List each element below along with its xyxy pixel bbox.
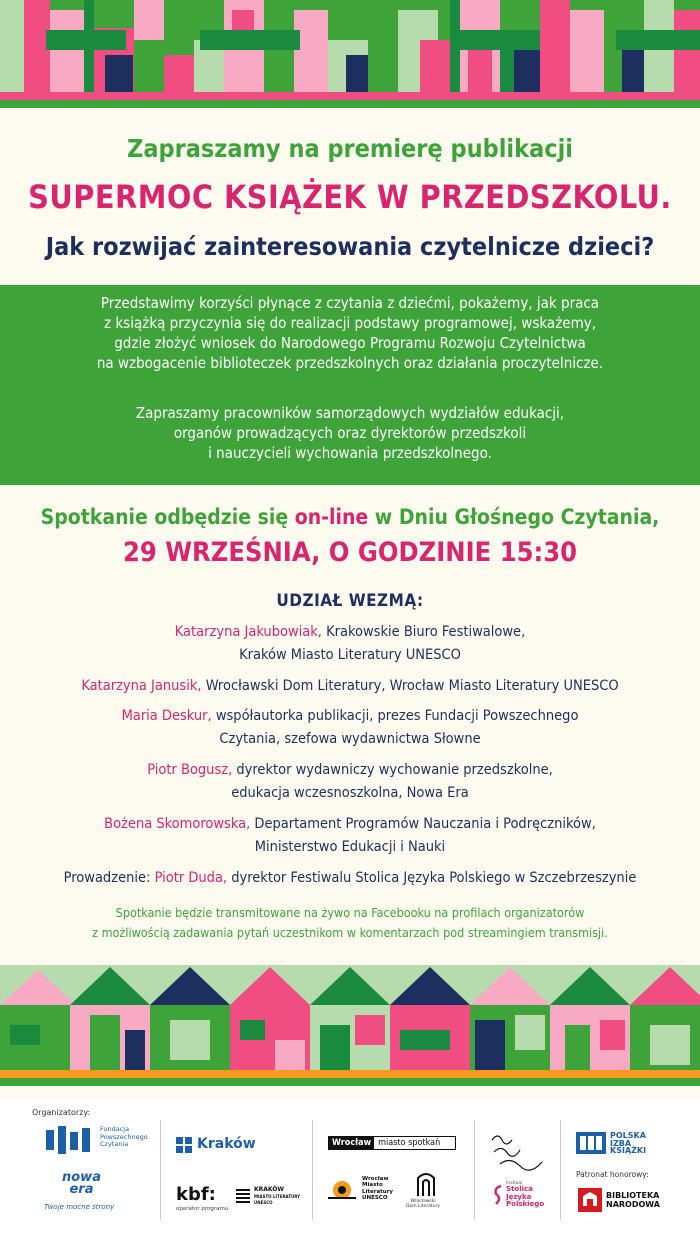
wroclaw-dom-line: Wrocławski [410,1199,436,1204]
nowa-era-line: era [69,1182,94,1197]
fpc-line: Czytania [100,1140,129,1148]
pik-logo-text [610,1132,646,1155]
patronat-label: Patronat honorowy: [576,1170,649,1179]
participant-role: Kraków Miasto Literatury UNESCO [239,647,461,663]
bottom-decorative-band [0,965,700,1100]
biblioteka-narodowa-text [606,1191,660,1209]
participant [0,705,700,751]
wroclaw-lit-line: Miasto [362,1182,383,1189]
participants-title: UDZIAŁ WEZMĄ: [276,591,424,611]
logo-divider [560,1120,561,1220]
stream-note-line: z możliwością zadawania pytań uczestnikom w komentarzach pod streamingiem transmisji. [92,925,608,940]
top-decorative-band [0,0,700,108]
fpc-logo-icon [46,1126,96,1154]
fpc-line: Fundacja [100,1125,130,1133]
participant-role: Krakowskie Biuro Festiwalowe, [321,624,526,640]
description-paragraph-2 [0,403,700,463]
online-label: on-line [294,505,369,529]
participant-name: Bożena Skomorowska, [104,816,251,832]
participant-name: Katarzyna Jakubowiak, [174,624,322,640]
wroclaw-logo [328,1136,456,1150]
participant [0,759,700,805]
krakow-lit-line: UNESCO [254,1200,273,1205]
stolica-line: Polskiego [506,1200,545,1208]
wroclaw-lit-line: Wrocław [362,1176,389,1182]
wroclaw-dom-icon [416,1170,436,1196]
description-line: i nauczycieli wychowania przedszkolnego. [208,444,492,462]
description-paragraph-1 [0,293,700,373]
when-text: w Dniu Głośnego Czytania, [368,505,660,529]
stolica-logo-icon [492,1184,504,1206]
publication-title: SUPERMOC KSIĄŻEK W PRZEDSZKOLU. [28,178,672,216]
description-line: na wzbogacenie biblioteczek przedszkolnych oraz działania proczytelnicze. [96,354,604,372]
kbf-logo: kbf: [176,1184,216,1205]
description-line: Przedstawimy korzyści płynące z czytania z dziećmi, pokażemy, jak praca [100,294,600,312]
fundacja-ziolkowskiej-signature-logo [490,1130,546,1174]
wroclaw-name: Wrocław [329,1137,374,1149]
description-line: Zapraszamy pracowników samorządowych wydziałów edukacji, [135,404,565,422]
nowa-era-tagline: Twoje mocne strony [44,1203,115,1211]
moderator [0,867,700,890]
wroclaw-lit-line: Literatury [362,1188,394,1195]
krakow-literature-text [254,1187,300,1207]
participant-role: Departament Programów Nauczania i Podręczników, [250,816,596,832]
wroclaw-slogan: miasto spotkań [378,1138,441,1148]
krakow-logo-text: Kraków [197,1136,256,1152]
nowa-era-logo [62,1172,101,1196]
biblioteka-narodowa-icon [578,1188,602,1212]
krakow-literature-icon [236,1188,250,1202]
participant-role: Wrocławski Dom Literatury, Wrocław Miasto Literatury UNESCO [201,678,619,694]
description-line: gdzie złożyć wniosek do Narodowego Programu Rozwoju Czytelnictwa [114,334,586,352]
participant-role: Czytania, szefowa wydawnictwa Słowne [219,731,481,747]
participant-role: dyrektor wydawniczy wychowanie przedszkolne, [232,762,553,778]
participant-name: Maria Deskur, [121,708,212,724]
wroclaw-lit-line: UNESCO [362,1194,388,1201]
description-line: z książką przyczynia się do realizacji podstawy programowej, wskażemy, [104,314,596,332]
publication-subtitle: Jak rozwijać zainteresowania czytelnicze dzieci? [45,232,655,261]
logo-divider [160,1120,161,1220]
moderator-role: dyrektor Festiwalu Stolica Języka Polskiego w Szczebrzeszynie [227,870,637,886]
description-box [0,285,700,485]
participant-role: współautorka publikacji, prezes Fundacji Powszechnego [211,708,579,724]
bn-line: BIBLIOTEKA [606,1191,660,1200]
stolica-small: Festiwal [506,1180,523,1185]
when-text: Spotkanie odbędzie się [40,505,295,529]
stream-note-line: Spotkanie będzie transmitowane na żywo na Facebooku na profilach organizatorów [115,905,585,920]
participant-name: Piotr Bogusz, [147,762,233,778]
wroclaw-literature-text [362,1176,393,1201]
participant-role: edukacja wczesnoszkolna, Nowa Era [231,785,469,801]
krakow-logo-icon [176,1137,192,1153]
fpc-logo-text [100,1126,148,1149]
wroclaw-dom-text [406,1199,440,1209]
moderator-name: Piotr Duda, [154,870,228,886]
pik-line: IZBA [610,1138,632,1148]
event-date: 29 WRZEŚNIA, O GODZINIE 15:30 [122,537,578,568]
nowa-era-line: nowa [62,1170,101,1185]
participant [0,813,700,859]
wroclaw-dom-line: Dom Literatury [406,1204,441,1209]
kbf-sub: operator programu [176,1206,229,1212]
moderator-label: Prowadzenie: [63,870,155,886]
logos-strip [0,1100,700,1244]
pik-logo-icon [576,1132,606,1154]
intro-section [0,108,700,285]
participant [0,621,700,667]
stream-note [0,903,700,943]
logo-divider [312,1120,313,1220]
stolica-logo-text [506,1186,544,1209]
krakow-lit-line: KRAKÓW [254,1186,285,1193]
pik-line: POLSKA [610,1131,646,1140]
logo-divider [474,1120,475,1220]
participant-name: Katarzyna Janusik, [81,678,202,694]
participant-role: Ministerstwo Edukacji i Nauki [254,839,446,855]
bn-line: NARODOWA [606,1200,660,1209]
organizers-label: Organizatorzy: [32,1108,91,1117]
participant [0,675,700,698]
stolica-line: Stolica [506,1185,533,1193]
invitation-line: Zapraszamy na premierę publikacji [127,134,573,163]
event-when [0,505,700,529]
fpc-line: Powszechnego [100,1132,148,1141]
krakow-lit-line: MIASTO LITERATURY [254,1193,301,1199]
event-details [0,485,700,965]
wroclaw-literature-icon [326,1178,358,1202]
stolica-line: Języka [506,1192,532,1201]
pik-line: KSIĄŻKI [610,1146,647,1155]
description-line: organów prowadzących oraz dyrektorów przedszkoli [173,424,527,442]
